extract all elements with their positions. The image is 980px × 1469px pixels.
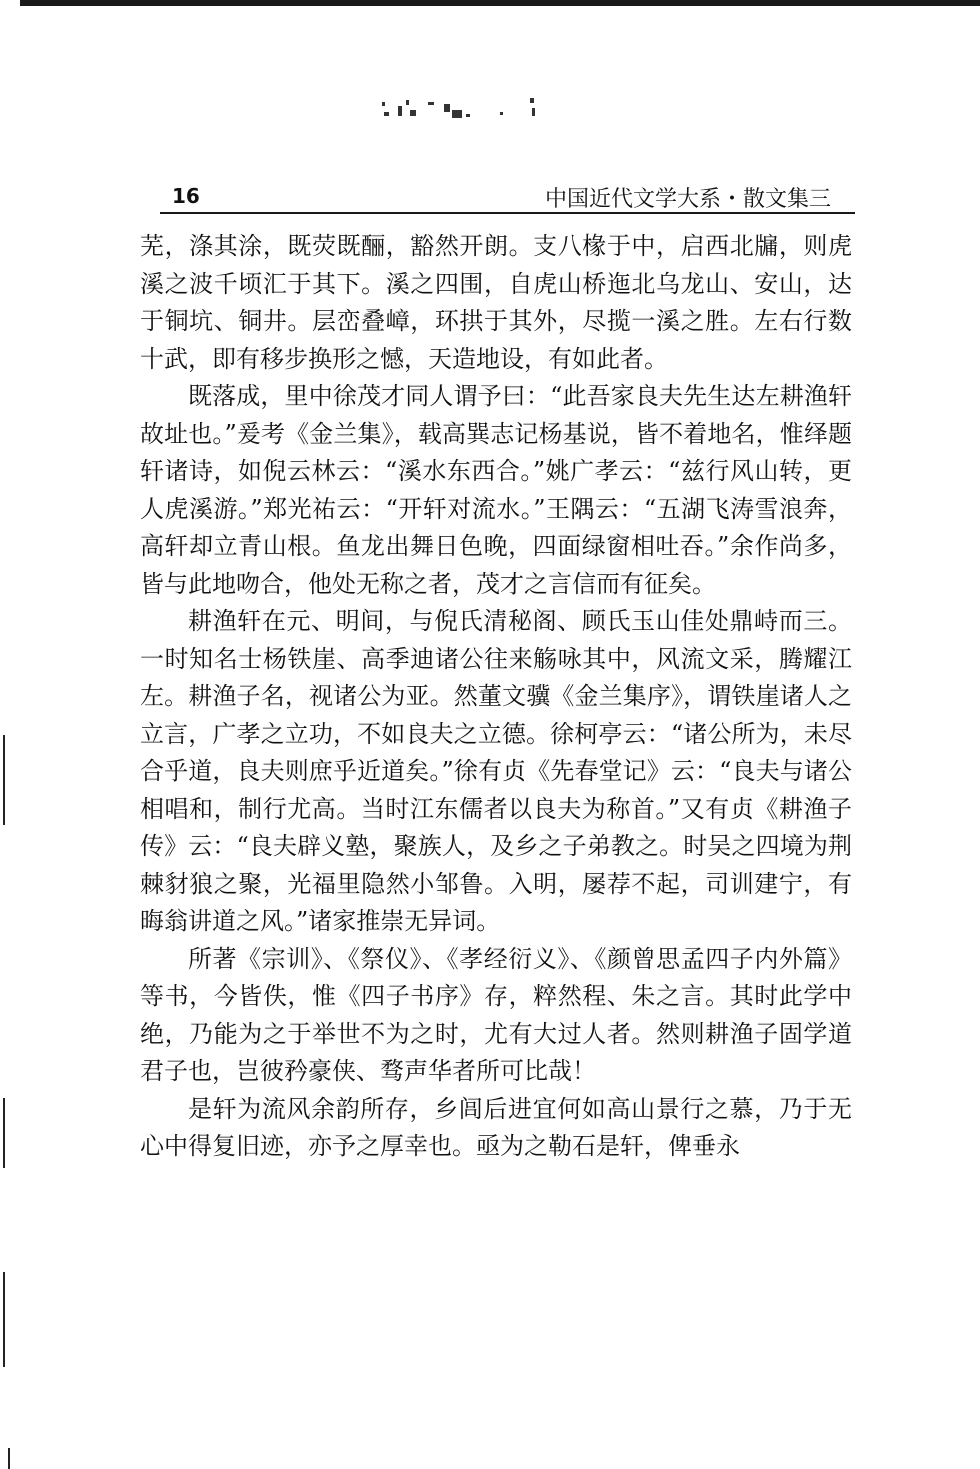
body-text: [140, 228, 852, 1166]
paragraph-1: 芜，涤其涂，既荧既酾，豁然开朗。支八椽于中，启西北牖，则虎溪之波千顷汇于其下。溪之四围，自虎山桥迤北乌龙山、安山，达于铜坑、铜井。层峦叠嶂，环拱于其外，尽揽一溪之胜。左右行数十武，即有移步换形之憾，天造地设，有如此者。: [140, 232, 852, 373]
paragraph-3: 耕渔轩在元、明间，与倪氏清秘阁、顾氏玉山佳处鼎峙而三。一时知名士杨铁崖、高季迪诸公往来觞咏其中，风流文采，腾耀江左。耕渔子名，视诸公为亚。然董文骥《金兰集序》，谓铁崖诸人之立言，广孝之立功，不如良夫之立德。徐柯亭云：“诸公所为，未尽合乎道，良夫则庶乎近道矣。”徐有贞《先春堂记》云：“良夫与诸公相唱和，制行尤高。当时江东儒者以良夫为称首。”又有贞《耕渔子传》云：“良夫辟义塾，聚族人，及乡之子弟教之。时吴之四境为荆棘豺狼之聚，光福里隐然小邹鲁。入明，屡荐不起，司训建宁，有晦翁讲道之风。”诸家推崇无异词。: [140, 607, 852, 935]
scan-smudge: [380, 96, 550, 126]
page-number: 16: [172, 184, 200, 208]
scan-margin-line: [3, 1098, 5, 1168]
paragraph-5: 是轩为流风余韵所存，乡闾后进宜何如高山景行之慕，乃于无心中得复旧迹，亦予之厚幸也。亟为之勒石是轩，俾垂永: [140, 1094, 852, 1160]
paragraph-4: 所著《宗训》、《祭仪》、《孝经衍义》、《颜曾思孟四子内外篇》等书，今皆佚，惟《四子书序》存，粹然程、朱之言。其时此学中绝，乃能为之于举世不为之时，尤有大过人者。然则耕渔子固学道君子也，岂彼矜豪侠、骛声华者所可比哉！: [140, 944, 852, 1085]
scan-margin-line: [3, 735, 5, 825]
scan-margin-line: [8, 1448, 10, 1469]
running-title: 中国近代文学大系・散文集三: [544, 187, 831, 212]
paragraph-2: 既落成，里中徐茂才同人谓予曰：“此吾家良夫先生达左耕渔轩故址也。”爰考《金兰集》，载高巽志记杨基说，皆不着地名，惟绎题轩诸诗，如倪云林云：“溪水东西合。”姚广孝云：“兹行风山转，更人虎溪游。”郑光祐云：“开轩对流水。”王隅云：“五湖飞涛雪浪奔，高轩却立青山根。鱼龙出舞日色晚，四面绿窗相吐吞。”余作尚多，皆与此地吻合，他处无称之者，茂才之言信而有征矣。: [140, 382, 852, 598]
page-header: [160, 180, 855, 214]
scan-top-edge: [20, 0, 980, 6]
scan-margin-line: [3, 1272, 5, 1367]
